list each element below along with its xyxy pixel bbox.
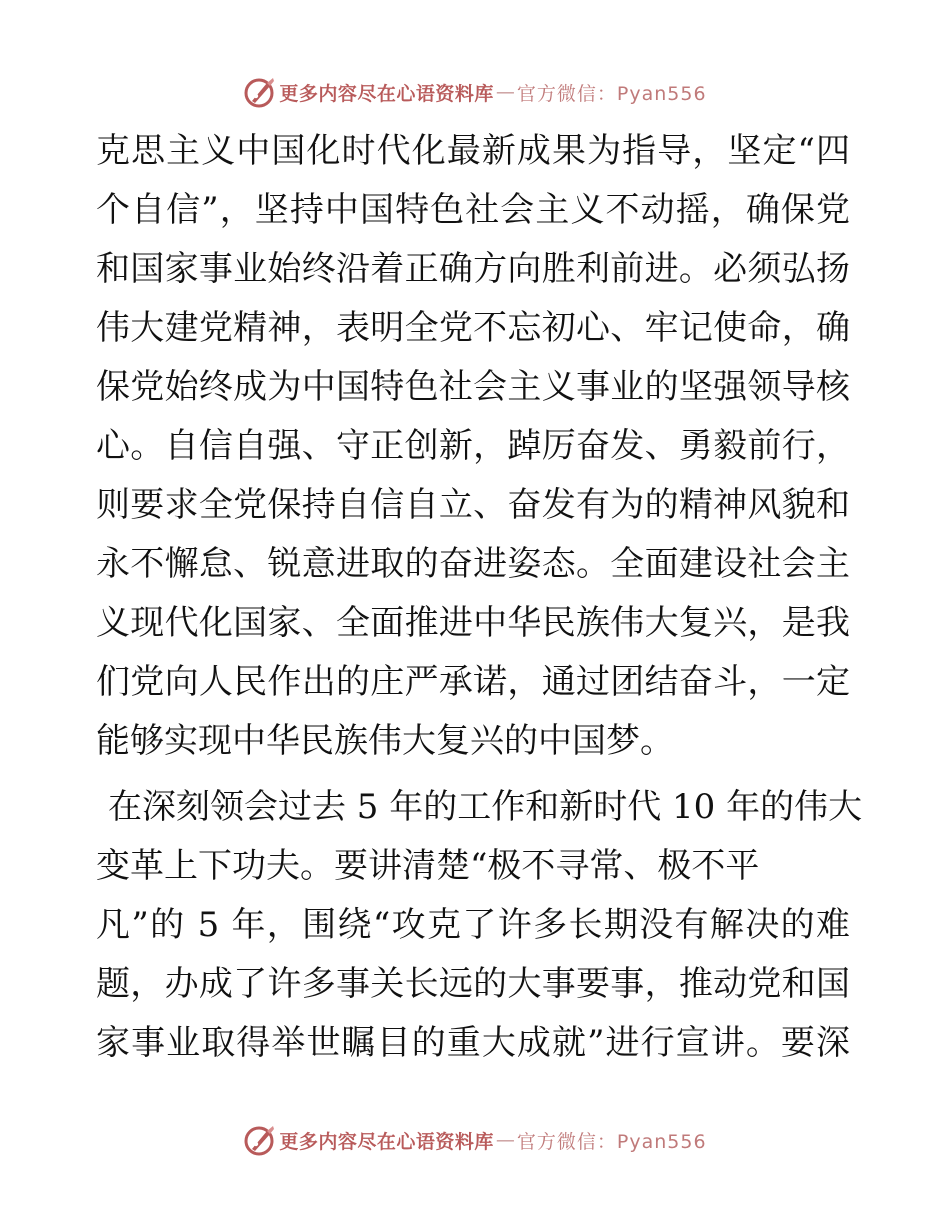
text-line: 保党始终成为中国特色社会主义事业的坚强领导核 — [96, 367, 850, 407]
text-line: 义现代化国家、全面推进中华民族伟大复兴，是我 — [96, 603, 850, 643]
text-line: 个自信”，坚持中国特色社会主义不动摇，确保党 — [96, 190, 850, 230]
text-line: 变革上下功夫。要讲清楚“极不寻常、极不平 — [96, 846, 760, 886]
text-line: 和国家事业始终沿着正确方向胜利前进。必须弘扬 — [96, 249, 850, 289]
text-line: 们党向人民作出的庄严承诺，通过团结奋斗，一定 — [96, 662, 850, 702]
text-line: 永不懈怠、锐意进取的奋进姿态。全面建设社会主 — [96, 544, 850, 584]
text-line: 心。自信自强、守正创新，踔厉奋发、勇毅前行， — [96, 426, 850, 466]
footer-dash: — — [495, 1129, 515, 1151]
header-contact: 官方微信：Pyan556 — [516, 82, 707, 105]
text-line: 在深刻领会过去 5 年的工作和新时代 10 年的伟大 — [108, 787, 863, 827]
header-promo-text: 更多内容尽在心语资料库 — [279, 82, 494, 105]
text-line: 凡”的 5 年，围绕“攻克了许多长期没有解决的难 — [96, 905, 850, 945]
text-line: 能够实现中华民族伟大复兴的中国梦。 — [96, 721, 674, 761]
paragraph-gap — [96, 771, 850, 778]
footer-contact: 官方微信：Pyan556 — [516, 1130, 707, 1153]
header-dash: — — [495, 81, 515, 103]
text-line: 克思主义中国化时代化最新成果为指导，坚定“四 — [96, 131, 850, 171]
footer-banner — [0, 1120, 950, 1160]
paragraph-2 — [96, 778, 863, 1073]
text-line: 伟大建党精神，表明全党不忘初心、牢记使命，确 — [96, 308, 850, 348]
text-line: 家事业取得举世瞩目的重大成就”进行宣讲。要深 — [96, 1023, 850, 1063]
paragraph-1 — [96, 122, 850, 771]
quill-logo-icon — [243, 75, 277, 109]
document-body — [96, 122, 863, 1073]
footer-promo-text: 更多内容尽在心语资料库 — [279, 1130, 494, 1153]
text-line: 题，办成了许多事关长远的大事要事，推动党和国 — [96, 964, 850, 1004]
header-banner — [0, 72, 950, 112]
quill-logo-icon — [243, 1123, 277, 1157]
text-line: 则要求全党保持自信自立、奋发有为的精神风貌和 — [96, 485, 850, 525]
